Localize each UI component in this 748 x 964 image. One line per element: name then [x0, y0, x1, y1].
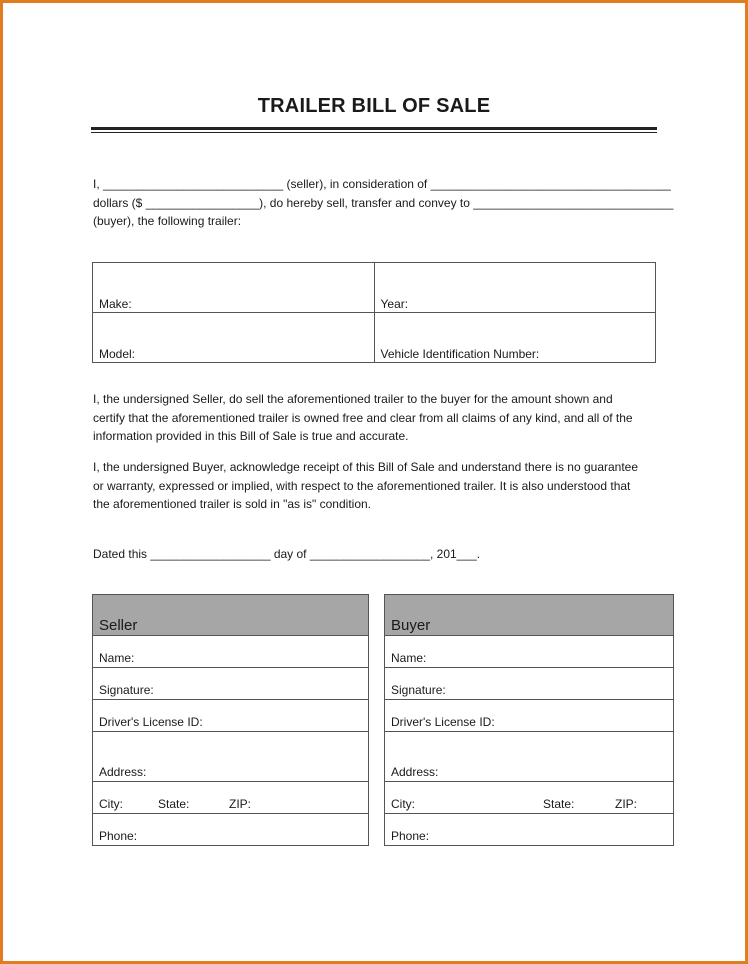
- intro-line-1: I, ___________________________ (seller), in consideration of ____________________________________: [93, 177, 671, 191]
- document-title: TRAILER BILL OF SALE: [257, 95, 491, 117]
- buyer-city-label: City:: [391, 797, 415, 811]
- intro-line-2: dollars ($ _________________), do hereby sell, transfer and convey to ______________________________: [93, 195, 674, 210]
- year-field[interactable]: Year:: [374, 263, 656, 313]
- cert-line-2: certify that the aforementioned trailer is owned free and clear from all claims of any kind, and all of the: [93, 410, 633, 425]
- seller-address-field[interactable]: Address:: [93, 732, 368, 782]
- seller-name-field[interactable]: Name:: [93, 636, 368, 668]
- dated-line[interactable]: Dated this __________________ day of __________________, 201___.: [93, 547, 481, 561]
- buyer-box: [384, 594, 674, 846]
- buyer-zip-label: ZIP:: [615, 797, 638, 811]
- intro-paragraph: [93, 175, 673, 231]
- seller-phone-field[interactable]: Phone:: [93, 814, 368, 846]
- seller-zip-label: ZIP:: [229, 797, 252, 811]
- seller-license-field[interactable]: Driver's License ID:: [93, 700, 368, 732]
- cert-line-3: information provided in this Bill of Sale is true and accurate.: [93, 429, 409, 443]
- cert-line-1: I, the undersigned Seller, do sell the aforementioned trailer to the buyer for the amount shown and: [93, 392, 613, 406]
- intro-line-3: (buyer), the following trailer:: [93, 214, 242, 228]
- model-field[interactable]: Model:: [93, 313, 375, 363]
- ack-line-2: or warranty, expressed or implied, with respect to the aforementioned trailer. It is also understood that: [93, 478, 631, 493]
- buyer-city-state-zip-row[interactable]: [385, 782, 673, 814]
- seller-state-label: State:: [158, 797, 190, 811]
- buyer-acknowledgement-paragraph: [93, 458, 638, 514]
- ack-line-1: I, the undersigned Buyer, acknowledge receipt of this Bill of Sale and understand there is no guarantee: [93, 460, 639, 474]
- vehicle-details-table: [92, 262, 656, 363]
- title-rule-thin: [91, 132, 657, 133]
- seller-city-state-zip-row[interactable]: [93, 782, 368, 814]
- make-field[interactable]: Make:: [93, 263, 375, 313]
- buyer-name-field[interactable]: Name:: [385, 636, 673, 668]
- seller-certification-paragraph: [93, 390, 633, 446]
- buyer-license-field[interactable]: Driver's License ID:: [385, 700, 673, 732]
- buyer-phone-field[interactable]: Phone:: [385, 814, 673, 846]
- ack-line-3: the aforementioned trailer is sold in "as is" condition.: [93, 497, 371, 511]
- buyer-heading: Buyer: [385, 595, 673, 636]
- buyer-state-label: State:: [543, 797, 575, 811]
- seller-signature-field[interactable]: Signature:: [93, 668, 368, 700]
- buyer-address-field[interactable]: Address:: [385, 732, 673, 782]
- seller-city-label: City:: [99, 797, 123, 811]
- seller-heading: Seller: [93, 595, 368, 636]
- buyer-signature-field[interactable]: Signature:: [385, 668, 673, 700]
- vin-field[interactable]: Vehicle Identification Number:: [374, 313, 656, 363]
- seller-box: [92, 594, 369, 846]
- title-rule-thick: [91, 127, 657, 130]
